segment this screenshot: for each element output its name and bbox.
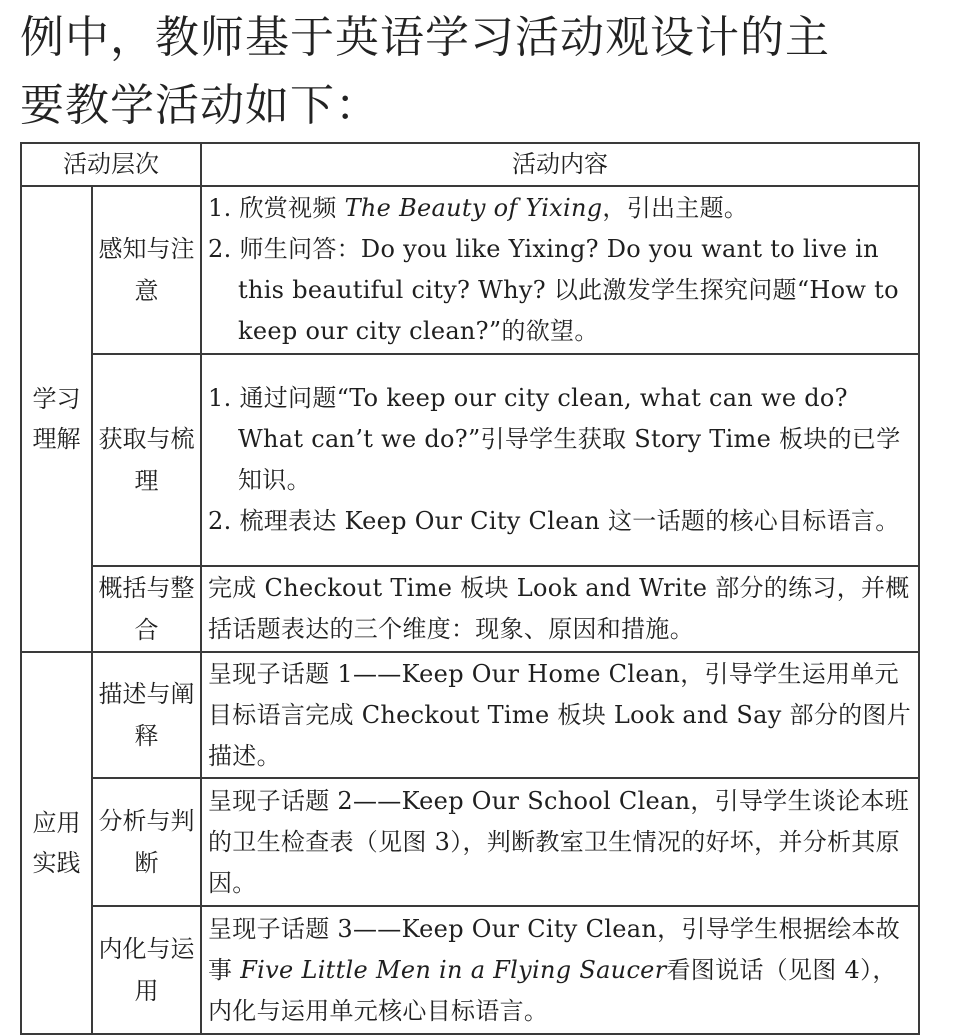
table-row	[21, 652, 919, 778]
table-header-row	[21, 143, 919, 186]
content-cell	[201, 354, 919, 566]
sublevel-cell	[92, 778, 201, 906]
list-item: 2. 师生问答：Do you like Yixing? Do you want to live in this beautiful city? Why? 以此激发学生探究问题“How to keep our city clean?”的欲望。	[208, 235, 899, 345]
sublevel-cell	[92, 652, 201, 778]
activity-table	[20, 142, 920, 1035]
level-cell	[21, 186, 92, 652]
table-row	[21, 778, 919, 906]
table-row	[21, 566, 919, 652]
intro-line-1: 例中，教师基于英语学习活动观设计的主	[20, 12, 830, 63]
sublevel-cell	[92, 566, 201, 652]
header-activity-content: 活动内容	[201, 143, 919, 186]
content-cell: 呈现子话题 3——Keep Our City Clean，引导学生根据绘本故事 Five Little Men in a Flying Saucer看图说话（见图 4），内化与运用单元核心目标语言。	[201, 906, 919, 1034]
sublevel-label: 感知与注意	[98, 235, 195, 305]
sublevel-label: 获取与梳理	[98, 425, 195, 495]
level-label: 学习理解	[32, 385, 81, 453]
content-cell	[201, 186, 919, 354]
sublevel-label: 分析与判断	[98, 807, 195, 877]
sublevel-label: 描述与阐释	[98, 680, 195, 750]
header-activity-level: 活动层次	[21, 143, 201, 186]
table-row	[21, 186, 919, 354]
sublevel-cell	[92, 354, 201, 566]
table-row	[21, 354, 919, 566]
level-cell	[21, 652, 92, 1034]
content-cell: 呈现子话题 1——Keep Our Home Clean，引导学生运用单元目标语言完成 Checkout Time 板块 Look and Say 部分的图片描述。	[201, 652, 919, 778]
content-cell: 呈现子话题 2——Keep Our School Clean，引导学生谈论本班的卫生检查表（见图 3），判断教室卫生情况的好坏，并分析其原因。	[201, 778, 919, 906]
table-row	[21, 906, 919, 1034]
intro-line-2: 要教学活动如下：	[20, 80, 380, 131]
sublevel-label: 概括与整合	[98, 574, 195, 644]
sublevel-cell	[92, 186, 201, 354]
content-cell: 完成 Checkout Time 板块 Look and Write 部分的练习，并概括话题表达的三个维度：现象、原因和措施。	[201, 566, 919, 652]
list-item: 1. 欣赏视频 The Beauty of Yixing，引出主题。	[208, 194, 749, 222]
list-item: 2. 梳理表达 Keep Our City Clean 这一话题的核心目标语言。	[208, 507, 900, 535]
sublevel-cell	[92, 906, 201, 1034]
level-label: 应用实践	[32, 809, 81, 877]
list-item: 1. 通过问题“To keep our city clean, what can we do? What can’t we do?”引导学生获取 Story Time 板块的已学知识。	[208, 384, 901, 494]
intro-paragraph	[20, 4, 960, 140]
sublevel-label: 内化与运用	[98, 935, 195, 1005]
